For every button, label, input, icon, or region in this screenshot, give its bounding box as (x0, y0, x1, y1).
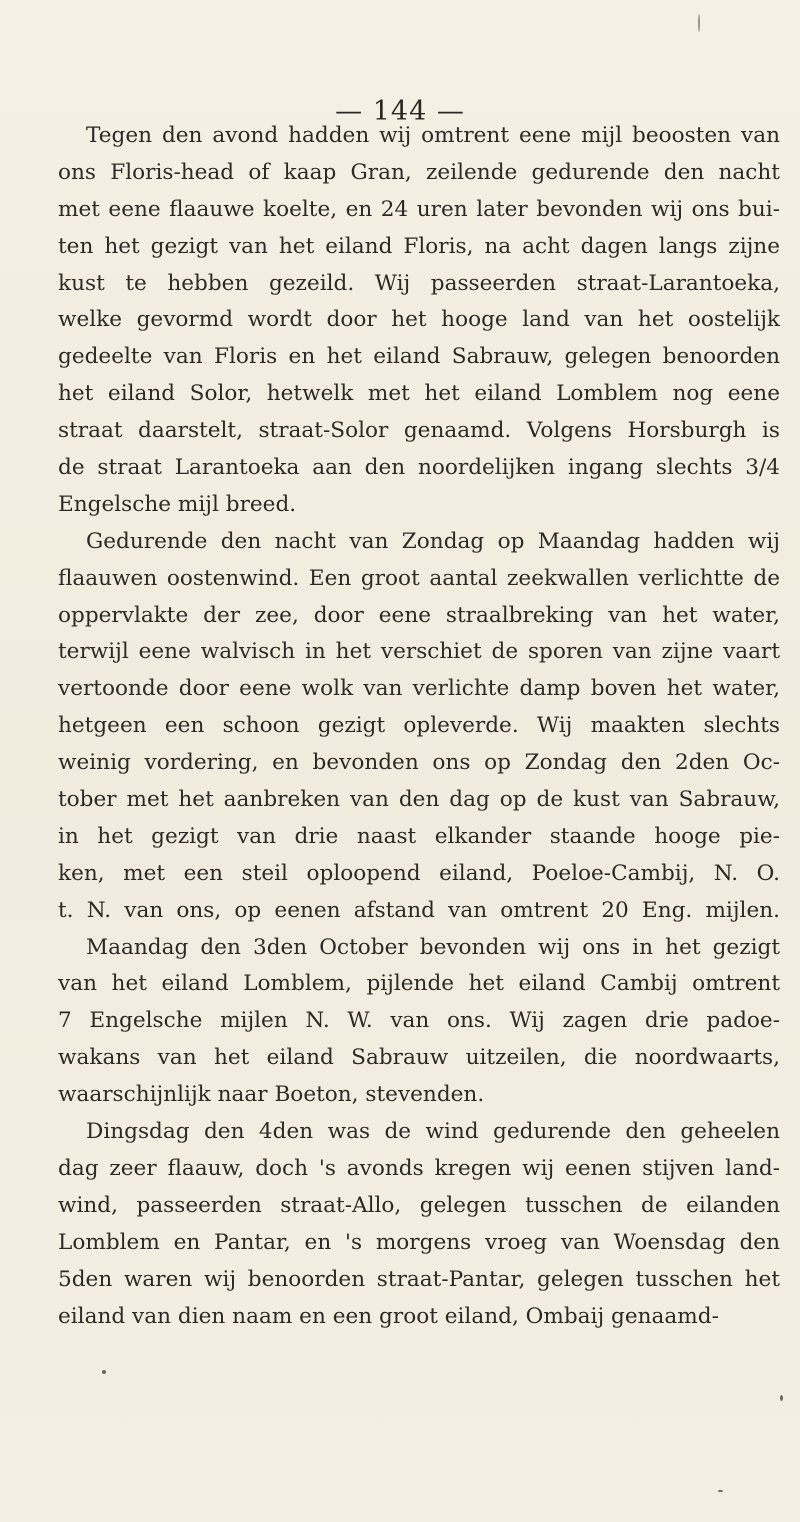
text-line: Dingsdag den 4den was de wind gedurende den geheelen (86, 1119, 780, 1145)
body-text (58, 118, 780, 1335)
text-line: t. N. van ons, op eenen afstand van omtrent 20 Eng. mijlen. (58, 897, 780, 923)
text-line: oppervlakte der zee, door eene straalbreking van het water, (58, 602, 780, 628)
text-line: tober met het aanbreken van den dag op de kust van Sabrauw, (58, 787, 780, 813)
text-line: flaauwen oostenwind. Een groot aantal zeekwallen verlichtte de (58, 565, 780, 591)
text-line: Tegen den avond hadden wij omtrent eene mijl beoosten van (86, 123, 780, 148)
text-line: Lomblem en Pantar, en 's morgens vroeg van Woensdag den (58, 1229, 780, 1255)
paper-speck (698, 14, 700, 32)
text-line: ten het gezigt van het eiland Floris, na acht dagen langs zijne (58, 233, 780, 259)
text-line: gedeelte van Floris en het eiland Sabrauw, gelegen benoorden (58, 344, 780, 370)
text-line: wakans van het eiland Sabrauw uitzeilen, die noordwaarts, (58, 1045, 780, 1071)
paper-speck (718, 1490, 723, 1492)
text-line: dag zeer flaauw, doch 's avonds kregen wij eenen stijven land- (58, 1155, 780, 1181)
text-line: van het eiland Lomblem, pijlende het eiland Cambij omtrent (58, 971, 780, 997)
text-line: straat daarstelt, straat-Solor genaamd. Volgens Horsburgh is (58, 418, 780, 444)
text-line: in het gezigt van drie naast elkander staande hooge pie- (58, 823, 780, 849)
text-line: weinig vordering, en bevonden ons op Zondag den 2den Oc- (58, 750, 780, 776)
text-line: Maandag den 3den October bevonden wij ons in het gezigt (86, 934, 780, 960)
text-line: Engelsche mijl breed. (58, 491, 297, 517)
text-line: terwijl eene walvisch in het verschiet de sporen van zijne vaart (58, 639, 780, 665)
text-line: kust te hebben gezeild. Wij passeerden straat-Larantoeka, (58, 270, 780, 296)
text-line: welke gevormd wordt door het hooge land van het oostelijk (58, 307, 780, 333)
text-line: Gedurende den nacht van Zondag op Maandag hadden wij (86, 528, 780, 554)
text-line: 5den waren wij benoorden straat-Pantar, gelegen tusschen het (58, 1266, 780, 1292)
paper-speck (780, 1395, 783, 1401)
text-line: ons Floris-head of kaap Gran, zeilende gedurende den nacht (58, 159, 780, 185)
text-line: 7 Engelsche mijlen N. W. van ons. Wij zagen drie padoe- (58, 1008, 780, 1034)
text-line: ken, met een steil oploopend eiland, Poeloe-Cambij, N. O. (58, 860, 780, 886)
text-line: wind, passeerden straat-Allo, gelegen tusschen de eilanden (58, 1192, 780, 1218)
text-line: met eene flaauwe koelte, en 24 uren later bevonden wij ons bui- (58, 196, 780, 222)
text-line: waarschijnlijk naar Boeton, stevenden. (58, 1082, 485, 1108)
text-line: het eiland Solor, hetwelk met het eiland Lomblem nog eene (58, 381, 780, 407)
paper-speck (102, 1370, 106, 1374)
text-line: hetgeen een schoon gezigt opleverde. Wij maakten slechts (58, 713, 780, 739)
page-number: — 144 — (335, 96, 465, 127)
text-line: eiland van dien naam en een groot eiland, Ombaij genaamd- (58, 1303, 719, 1329)
text-line: vertoonde door eene wolk van verlichte damp boven het water, (58, 676, 780, 702)
text-line: de straat Larantoeka aan den noordelijken ingang slechts 3/4 (58, 455, 780, 481)
